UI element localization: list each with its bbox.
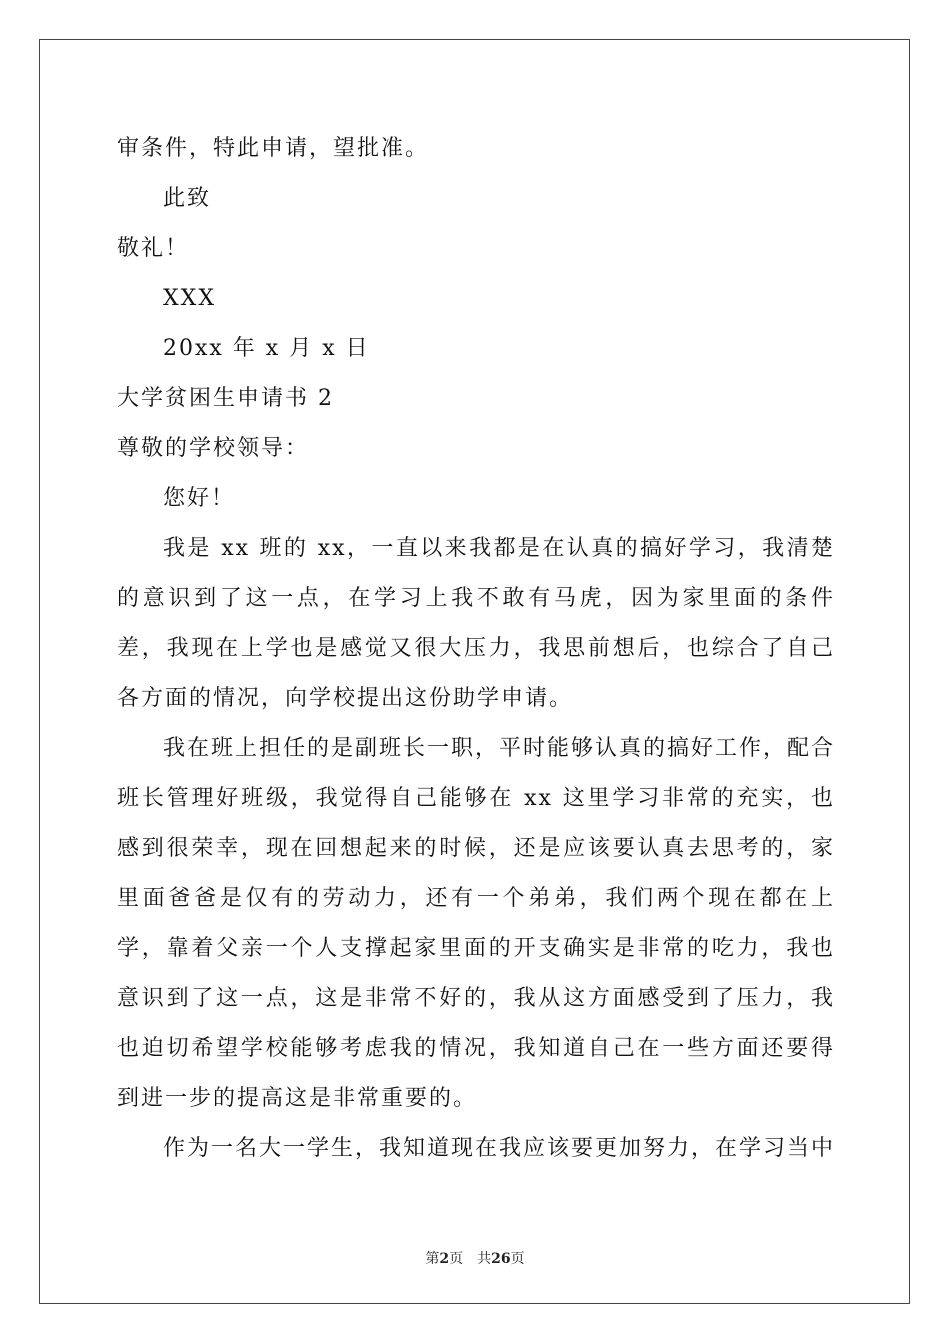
closing-phrase: 此致 [163, 186, 212, 211]
total-pages: 26 [491, 1251, 511, 1267]
paragraph-2: 我在班上担任的是副班长一职，平时能够认真的搞好工作，配合班长管理好班级，我觉得自己能够在 xx 这里学习非常的充实，也感到很荣幸，现在回想起来的时候，还是应该要认真去思考的，家里面爸爸是仅有的劳动力，还有一个弟弟，我们两个现在都在上学，靠着父亲一个人支撑起家里面的开支确实是非常的吃力，我也意识到了这一点，这是非常不好的，我从这方面感受到了压力，我也迫切希望学校能够考虑我的情况，我知道自己在一些方面还要得到进一步的提高这是非常重要的。 [117, 736, 836, 1111]
paragraph-3: 作为一名大一学生，我知道现在我应该要更加努力，在学习当中 [163, 1136, 836, 1161]
footer-suffix: 页 [510, 1251, 525, 1267]
signature-name: XXX [163, 286, 216, 311]
footer-mid: 页 共 [449, 1251, 492, 1267]
greeting: 您好！ [163, 486, 236, 511]
text-line: 审条件，特此申请，望批准。 [117, 136, 430, 161]
closing-salute: 敬礼！ [117, 236, 190, 261]
section-title: 大学贫困生申请书 2 [117, 386, 334, 411]
signature-date: 20xx 年 x 月 x 日 [163, 336, 370, 361]
page-number: 2 [439, 1251, 450, 1267]
footer-prefix: 第 [425, 1251, 440, 1267]
document-body [117, 124, 835, 1174]
page-footer [0, 1248, 950, 1268]
paragraph-1: 我是 xx 班的 xx，一直以来我都是在认真的搞好学习，我清楚的意识到了这一点，在学习上我不敢有马虎，因为家里面的条件差，我现在上学也是感觉又很大压力，我思前想后，也综合了自己各方面的情况，向学校提出这份助学申请。 [117, 536, 835, 711]
salutation: 尊敬的学校领导： [117, 436, 310, 461]
